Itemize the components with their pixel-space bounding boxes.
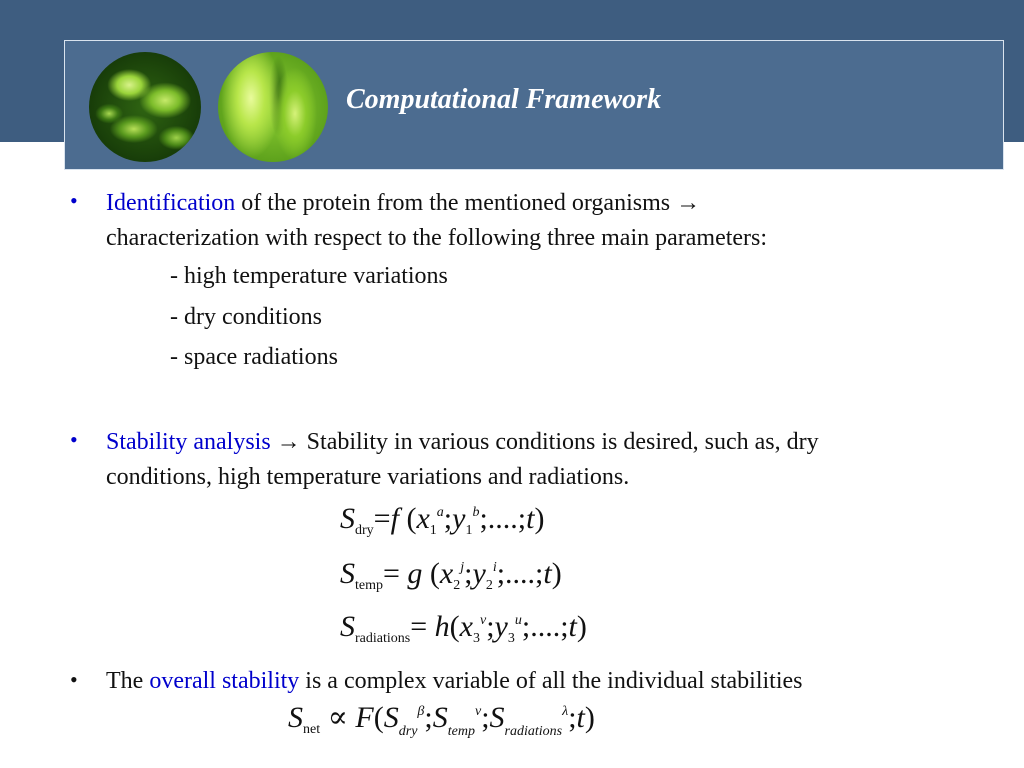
- bullet-2-text: Stability in various conditions is desired, such as, dry: [300, 429, 819, 455]
- parameter-high-temperature: - high temperature variations: [170, 263, 448, 289]
- bullet-2-marker: •: [70, 427, 78, 452]
- bullet-1-line-2: characterization with respect to the following three main parameters:: [106, 225, 768, 251]
- bullet-3-text: is a complex variable of all the individual stabilities: [299, 668, 803, 694]
- bullet-1-highlight: Identification: [106, 190, 236, 216]
- equation-temp: $S_{temp}= g$ $(x_2^j;y_2^i;....;t)$: [340, 557, 562, 593]
- bullet-1-marker: •: [70, 188, 78, 213]
- bullet-3-lead: The: [106, 668, 150, 694]
- slide-title: Computational Framework: [346, 84, 662, 115]
- equation-net: $S_{net}$ ∝ $F(S_{dry}^\beta;S_{temp}^\nu;S_{radiations}^\lambda;t)$: [288, 701, 595, 739]
- bullet-2-line-1: [106, 425, 819, 459]
- bullet-3-marker: •: [70, 667, 78, 692]
- proportional-symbol: ∝: [327, 701, 348, 734]
- parameter-space-radiations: - space radiations: [170, 344, 338, 370]
- bullet-1-text: of the protein from the mentioned organisms: [235, 190, 677, 216]
- equation-radiations: $S_{radiations}=$ $h(x_3^v;y_3^u;....;t)$: [340, 610, 587, 646]
- bullet-3-highlight: overall stability: [149, 668, 300, 694]
- bullet-3-line: [106, 664, 802, 698]
- leaf-photo-dark: [89, 52, 201, 162]
- bullet-2-line-2: conditions, high temperature variations and radiations.: [106, 464, 630, 490]
- bullet-2-highlight: Stability analysis: [106, 429, 271, 455]
- bullet-1-line-1: [106, 186, 700, 220]
- arrow-icon: →: [276, 429, 301, 455]
- equation-dry: $S_{dry}=f$ $(x_1^a;y_1^b;....;t)$: [340, 502, 545, 538]
- parameter-dry-conditions: - dry conditions: [170, 304, 322, 330]
- arrow-icon: →: [676, 190, 701, 216]
- leaf-photo-light: [218, 52, 328, 162]
